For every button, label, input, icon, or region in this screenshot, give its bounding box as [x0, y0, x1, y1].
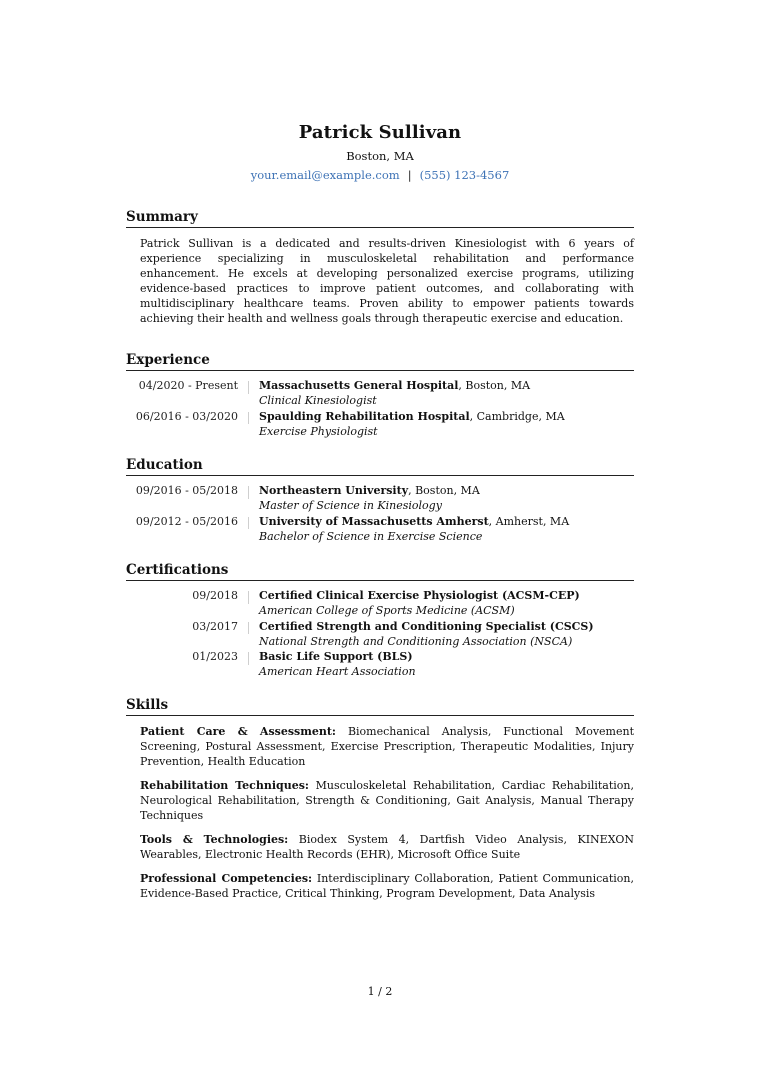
experience-entry — [126, 378, 634, 409]
entry-role: American College of Sports Medicine (ACSM) — [259, 604, 515, 617]
certification-entry — [126, 649, 634, 680]
entry-divider — [248, 652, 249, 665]
skill-label: Rehabilitation Techniques: — [140, 779, 309, 792]
entry-org: Spaulding Rehabilitation Hospital — [259, 409, 470, 423]
skill-group — [140, 832, 634, 862]
education-entry — [126, 483, 634, 514]
candidate-name: Patrick Sullivan — [298, 122, 462, 143]
experience-heading: Experience — [126, 352, 634, 371]
summary-text: Patrick Sullivan is a dedicated and results-driven Kinesiologist with 6 years of experience specializing in musculoskeletal rehabilitation and performance enhancement. He excels at developing personalized exercise programs, utilizing evidence-based practices to improve patient outcomes, and collaborating with multidisciplinary healthcare teams. Proven ability to empower patients towards achieving their health and wellness goals through therapeutic exercise and education. — [140, 237, 634, 325]
skill-text: Interdisciplinary Collaboration, Patient Communication, Evidence-Based Practice, Critical Thinking, Program Development, Data Analysis — [140, 872, 634, 900]
entry-divider — [248, 622, 249, 635]
education-heading: Education — [126, 457, 634, 476]
entry-role: Master of Science in Kinesiology — [259, 499, 442, 512]
page-number: 1 / 2 — [367, 985, 393, 998]
skill-group — [140, 871, 634, 901]
certifications-heading: Certifications — [126, 562, 634, 581]
entry-date: 09/2016 - 05/2018 — [135, 484, 238, 497]
entry-date: 06/2016 - 03/2020 — [135, 409, 238, 423]
entry-divider — [248, 517, 249, 530]
entry-place: , Amherst, MA — [488, 514, 570, 528]
email-link[interactable]: your.email@example.com — [250, 168, 400, 182]
phone-link[interactable]: (555) 123-4567 — [419, 168, 510, 182]
entry-date: 04/2020 - Present — [138, 379, 238, 392]
entry-role: Bachelor of Science in Exercise Science — [259, 529, 483, 543]
skill-text: Biomechanical Analysis, Functional Movement Screening, Postural Assessment, Exercise Prescription, Therapeutic Modalities, Injury Prevention, Health Education — [140, 725, 634, 768]
education-entry — [126, 514, 634, 545]
entry-body — [259, 588, 634, 619]
entry-divider — [248, 591, 249, 604]
entry-role: American Heart Association — [259, 665, 416, 678]
entry-org: Certified Clinical Exercise Physiologist (ACSM-CEP) — [259, 589, 580, 602]
entry-org: Certified Strength and Conditioning Specialist (CSCS) — [259, 619, 594, 633]
entry-divider — [248, 486, 249, 499]
entry-place: , Boston, MA — [408, 484, 480, 497]
entry-divider — [248, 381, 249, 394]
skills-heading: Skills — [126, 697, 634, 716]
entry-org: University of Massachusetts Amherst — [259, 514, 489, 528]
skill-text: Biodex System 4, Dartfish Video Analysis, KINEXON Wearables, Electronic Health Records (EHR), Microsoft Office Suite — [140, 833, 634, 861]
entry-place: , Cambridge, MA — [469, 409, 565, 423]
entry-divider — [248, 412, 249, 425]
entry-body — [259, 649, 634, 680]
entry-role: National Strength and Conditioning Association (NSCA) — [259, 634, 573, 648]
skill-group — [140, 724, 634, 769]
certifications-list — [126, 588, 634, 680]
entry-body — [259, 483, 634, 514]
skill-label: Tools & Technologies: — [140, 833, 289, 846]
experience-entry — [126, 409, 634, 440]
entry-org: Northeastern University — [259, 484, 409, 497]
skill-group — [140, 778, 634, 823]
skills-list — [140, 724, 634, 910]
entry-place: , Boston, MA — [458, 379, 531, 392]
entry-body — [259, 514, 634, 545]
entry-org: Massachusetts General Hospital — [259, 379, 459, 392]
entry-date: 09/2018 — [192, 589, 238, 602]
entry-date: 03/2017 — [192, 619, 238, 633]
certification-entry — [126, 588, 634, 619]
skill-label: Patient Care & Assessment: — [140, 725, 336, 738]
entry-body — [259, 619, 634, 650]
education-list — [126, 483, 634, 544]
experience-list — [126, 378, 634, 439]
candidate-location: Boston, MA — [346, 149, 414, 163]
entry-date: 09/2012 - 05/2016 — [135, 514, 238, 528]
entry-role: Clinical Kinesiologist — [259, 394, 377, 407]
contact-line — [0, 168, 760, 182]
entry-body — [259, 378, 634, 409]
certification-entry — [126, 619, 634, 650]
skill-label: Professional Competencies: — [140, 872, 313, 885]
entry-org: Basic Life Support (BLS) — [259, 650, 413, 663]
summary-heading: Summary — [126, 209, 634, 228]
contact-separator: | — [407, 168, 412, 182]
entry-body — [259, 409, 634, 440]
entry-date: 01/2023 — [192, 650, 238, 663]
entry-role: Exercise Physiologist — [259, 424, 378, 438]
skill-text: Musculoskeletal Rehabilitation, Cardiac Rehabilitation, Neurological Rehabilitation, Strength & Conditioning, Gait Analysis, Manual Therapy Techniques — [140, 779, 634, 822]
